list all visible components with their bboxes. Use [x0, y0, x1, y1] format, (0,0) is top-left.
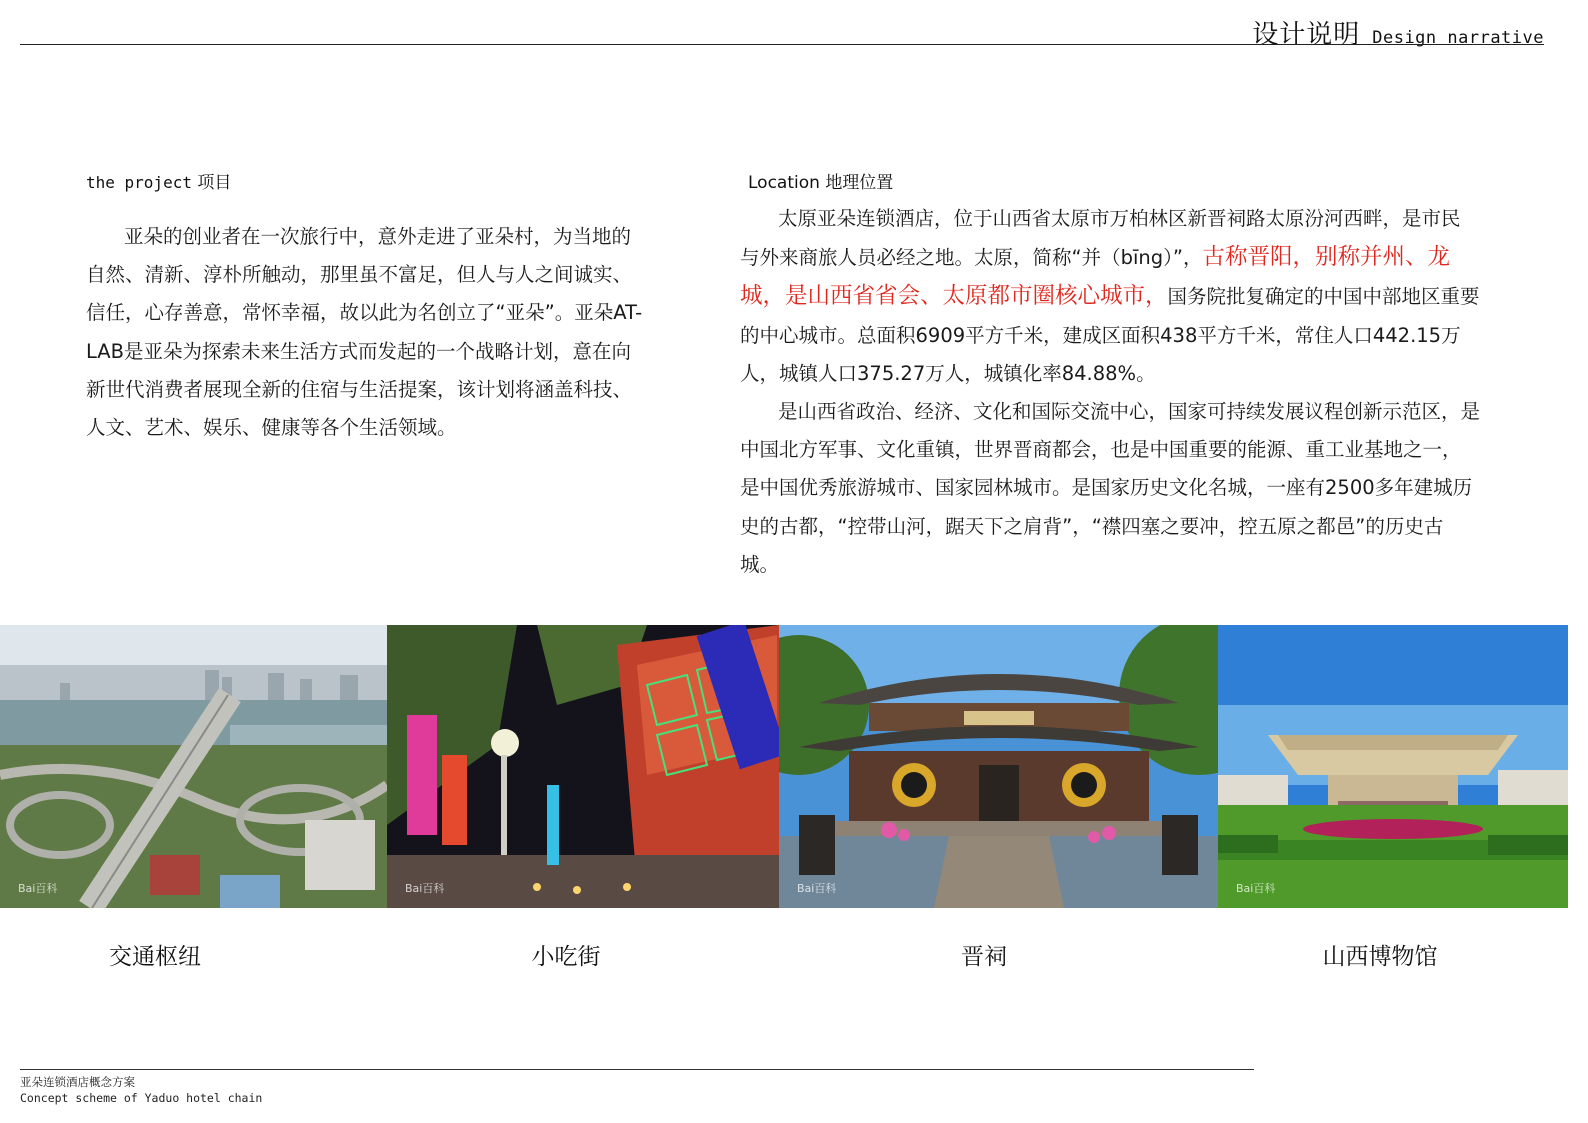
- project-heading-en: the project: [86, 173, 192, 192]
- watermark: Bai百科: [405, 882, 445, 895]
- project-paragraph: [86, 218, 646, 447]
- watermark: Bai百科: [18, 882, 58, 895]
- location-text-2: 是山西省政治、经济、文化和国际交流中心，国家可持续发展议程创新示范区，是中国北方军事、文化重镇，世界晋商都会，也是中国重要的能源、重工业基地之一，是中国优秀旅游城市、国家园林城市。是国家历史文化名城，一座有2500多年建城历史的古都，“控带山河，踞天下之肩背”，“襟四塞之要冲，控五原之都邑”的历史古城。: [740, 400, 1481, 576]
- temple-photo: [779, 625, 1218, 908]
- page-title-en: Design narrative: [1372, 28, 1544, 48]
- watermark: Bai百科: [1236, 882, 1276, 895]
- caption-transport-hub: 交通枢纽: [109, 944, 201, 970]
- header-divider: [20, 44, 1544, 45]
- location-text-1a: 太原亚朵连锁酒店，位于山西省太原市万柏林区新晋祠路太原汾河西畔，是市民 与外来商旅人员必经之地。太原，简称“并（bīng）”，: [740, 207, 1461, 270]
- location-heading-en: Location: [748, 173, 820, 193]
- page-title-zh: 设计说明: [1252, 20, 1361, 50]
- location-heading-zh: 地理位置: [825, 173, 894, 193]
- page-title: [1252, 14, 1544, 51]
- caption-snack-street: 小吃街: [531, 944, 601, 970]
- location-paragraph-2: [740, 393, 1480, 584]
- project-heading-zh: 项目: [197, 173, 232, 193]
- highway-interchange-photo: [0, 625, 387, 908]
- watermark: Bai百科: [797, 882, 837, 895]
- location-text-1b: 国务院批复确定的中国中部地区重要的中心城市。总面积6909平方千米，建成区面积438平方千米，常住人口442.15万人，城镇人口375.27万人，城镇化率84.88%。: [740, 285, 1480, 385]
- location-highlight: 古称晋阳，别称并州、龙城，是山西省省会、太原都市圈核心城市，: [740, 244, 1451, 310]
- location-paragraph-1: [740, 200, 1480, 393]
- night-street-photo: [387, 625, 779, 908]
- footer-title-zh: 亚朵连锁酒店概念方案: [20, 1075, 135, 1089]
- caption-jinci: 晋祠: [961, 944, 1007, 970]
- location-heading: [748, 168, 893, 193]
- photo-strip: [0, 625, 1568, 908]
- museum-photo: [1218, 625, 1568, 908]
- project-text: 亚朵的创业者在一次旅行中，意外走进了亚朵村，为当地的自然、清新、淳朴所触动，那里虽不富足，但人与人之间诚实、信任，心存善意，常怀幸福，故以此为名创立了“亚朵”。亚朵AT-LAB是亚朵为探索未来生活方式而发起的一个战略计划，意在向新世代消费者展现全新的住宿与生活提案，该计划将涵盖科技、人文、艺术、娱乐、健康等各个生活领域。: [86, 225, 643, 440]
- caption-shanxi-museum: 山西博物馆: [1322, 944, 1438, 970]
- location-paragraphs: [740, 200, 1480, 584]
- project-heading: [86, 168, 231, 193]
- footer-title-en: Concept scheme of Yaduo hotel chain: [20, 1091, 263, 1105]
- footer-divider: [20, 1069, 1254, 1070]
